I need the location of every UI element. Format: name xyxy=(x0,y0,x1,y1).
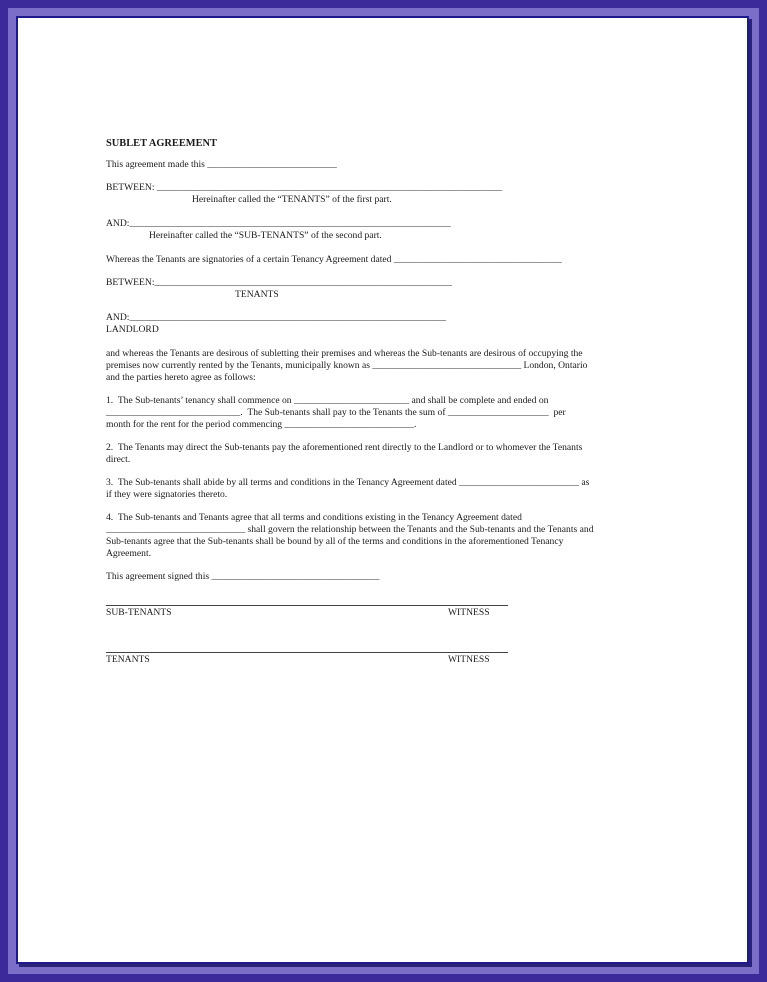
whereas-paragraph-line-3: and the parties hereto agree as follows: xyxy=(106,372,256,383)
between-tenants-caption: Hereinafter called the “TENANTS” of the first part. xyxy=(192,194,392,205)
clause-2-line-2: direct. xyxy=(106,454,131,465)
signature-label-tenants: TENANTS xyxy=(106,654,150,665)
tenants-caption: TENANTS xyxy=(235,289,279,300)
clause-4-line-4: Agreement. xyxy=(106,548,152,559)
document-page xyxy=(16,16,749,964)
clause-4-line-1: 4. The Sub-tenants and Tenants agree that all terms and conditions existing in the Tenancy Agreement dated xyxy=(106,512,522,523)
clause-3-line-2: if they were signatories thereto. xyxy=(106,489,228,500)
clause-3-line-1: 3. The Sub-tenants shall abide by all terms and conditions in the Tenancy Agreement dated _________________________ as xyxy=(106,477,590,488)
and-landlord-line: AND:__________________________________________________________________ xyxy=(106,312,447,323)
signature-line-tenants xyxy=(106,652,508,653)
clause-4-line-2: _____________________________ shall govern the relationship between the Tenants and the Sub-tenants and the Tenants and xyxy=(106,524,594,535)
between-tenants-line: BETWEEN: ________________________________________________________________________ xyxy=(106,182,503,193)
whereas-paragraph-line-1: and whereas the Tenants are desirous of subletting their premises and whereas the Sub-tenants are desirous of occupying the xyxy=(106,348,583,359)
landlord-caption: LANDLORD xyxy=(106,324,159,335)
signature-label-witness-1: WITNESS xyxy=(448,607,490,618)
signature-label-subtenants: SUB-TENANTS xyxy=(106,607,172,618)
clause-2-line-1: 2. The Tenants may direct the Sub-tenants pay the aforementioned rent directly to the Landlord or to whomever the Tenants xyxy=(106,442,583,453)
signature-label-witness-2: WITNESS xyxy=(448,654,490,665)
whereas-line: Whereas the Tenants are signatories of a certain Tenancy Agreement dated ___________________________________ xyxy=(106,254,562,265)
intro-line: This agreement made this ___________________________ xyxy=(106,159,337,170)
and-subtenants-caption: Hereinafter called the “SUB-TENANTS” of the second part. xyxy=(149,230,382,241)
signed-line: This agreement signed this ___________________________________ xyxy=(106,571,380,582)
document-title: SUBLET AGREEMENT xyxy=(106,138,217,149)
and-subtenants-line: AND:___________________________________________________________________ xyxy=(106,218,451,229)
whereas-paragraph-line-2: premises now currently rented by the Tenants, municipally known as _______________________________ London, Ontario xyxy=(106,360,588,371)
clause-1-line-1: 1. The Sub-tenants’ tenancy shall commence on ________________________ and shall be complete and ended on xyxy=(106,395,549,406)
clause-1-line-3: month for the rent for the period commencing ___________________________. xyxy=(106,419,417,430)
signature-line-subtenants xyxy=(106,605,508,606)
clause-4-line-3: Sub-tenants agree that the Sub-tenants shall be bound by all of the terms and conditions in the aforementioned Tenancy xyxy=(106,536,564,547)
clause-1-line-2: ____________________________. The Sub-tenants shall pay to the Tenants the sum of _____________________ per xyxy=(106,407,566,418)
between-landlord-line: BETWEEN:______________________________________________________________ xyxy=(106,277,452,288)
